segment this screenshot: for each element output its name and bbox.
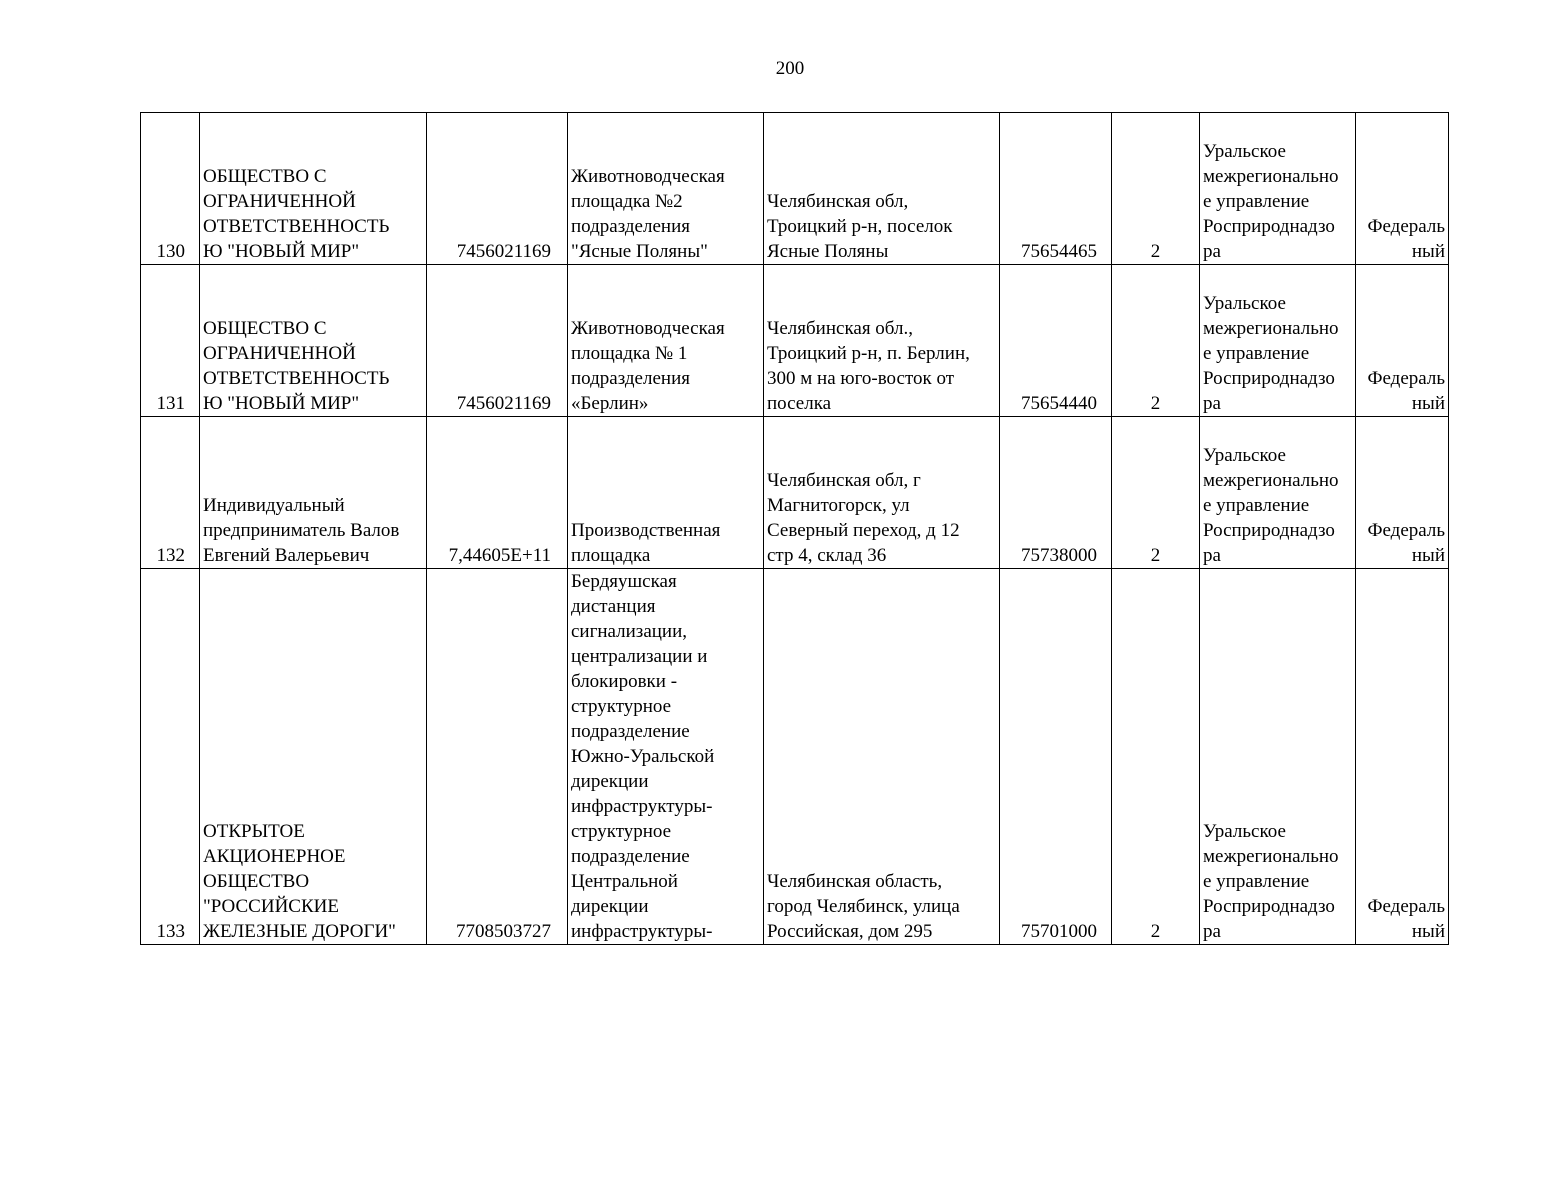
cell-text-line: ОБЩЕСТВО	[203, 871, 310, 892]
cell-text-line: площадка	[571, 545, 651, 566]
cell-text-line: Росприроднадзо	[1203, 368, 1335, 389]
address-cell	[764, 265, 1000, 417]
row-number-cell: 131	[141, 265, 200, 417]
cell-text-line: стр 4, склад 36	[767, 545, 887, 566]
cell-text-line: Челябинская обл,	[767, 191, 909, 212]
cell-text-line: Ясные Поляны	[767, 241, 889, 262]
cell-text-line: Индивидуальный	[203, 495, 345, 516]
cell-text-line: Производственная	[571, 520, 721, 541]
category-cell: 2	[1112, 417, 1200, 569]
organization-cell	[200, 265, 427, 417]
registry-table	[140, 112, 1449, 945]
cell-text-line: ОБЩЕСТВО С	[203, 318, 327, 339]
cell-text-line: подразделение	[571, 846, 690, 867]
cell-text-line: Челябинская область,	[767, 871, 943, 892]
cell-text-line: централизации и	[571, 646, 708, 667]
organization-cell	[200, 569, 427, 945]
inn-cell: 7456021169	[427, 113, 568, 265]
cell-text-line: ОТКРЫТОЕ	[203, 821, 305, 842]
cell-text-line: Уральское	[1203, 293, 1286, 314]
cell-text-line: структурное	[571, 696, 672, 717]
cell-text-line: Троицкий р-н, п. Берлин,	[767, 343, 970, 364]
table-row	[141, 417, 1449, 569]
cell-text-line: структурное	[571, 821, 672, 842]
cell-text-line: ОГРАНИЧЕННОЙ	[203, 343, 356, 364]
cell-text-line: Федераль	[1367, 520, 1445, 541]
cell-text-line: Росприроднадзо	[1203, 216, 1335, 237]
address-cell	[764, 417, 1000, 569]
cell-text-line: ОБЩЕСТВО С	[203, 166, 327, 187]
authority-cell	[1200, 417, 1356, 569]
cell-text-line: Федераль	[1367, 896, 1445, 917]
cell-text-line: ный	[1411, 241, 1445, 262]
cell-text-line: Бердяушская	[571, 571, 677, 592]
cell-text-line: подразделения	[571, 216, 690, 237]
cell-text-line: Челябинская обл.,	[767, 318, 913, 339]
row-number-cell: 133	[141, 569, 200, 945]
table-row	[141, 569, 1449, 945]
cell-text-line: Евгений Валерьевич	[203, 545, 370, 566]
cell-text-line: «Берлин»	[571, 393, 649, 414]
cell-text-line: подразделение	[571, 721, 690, 742]
cell-text-line: е управление	[1203, 871, 1310, 892]
category-cell: 2	[1112, 113, 1200, 265]
cell-text-line: Животноводческая	[571, 318, 725, 339]
cell-text-line: дистанция	[571, 596, 656, 617]
cell-text-line: дирекции	[571, 896, 649, 917]
table-row	[141, 265, 1449, 417]
cell-text-line: Уральское	[1203, 141, 1286, 162]
cell-text-line: ный	[1411, 921, 1445, 942]
cell-text-line: межрегионально	[1203, 846, 1339, 867]
cell-text-line: инфраструктуры-	[571, 921, 713, 942]
oktmo-cell: 75701000	[1000, 569, 1112, 945]
cell-text-line: дирекции	[571, 771, 649, 792]
level-cell	[1356, 265, 1449, 417]
address-cell	[764, 113, 1000, 265]
cell-text-line: Ю "НОВЫЙ МИР"	[203, 241, 360, 262]
cell-text-line: Российская, дом 295	[767, 921, 933, 942]
cell-text-line: Уральское	[1203, 821, 1286, 842]
cell-text-line: площадка № 1	[571, 343, 688, 364]
cell-text-line: АКЦИОНЕРНОЕ	[203, 846, 346, 867]
row-number-cell: 130	[141, 113, 200, 265]
inn-cell: 7708503727	[427, 569, 568, 945]
organization-cell	[200, 417, 427, 569]
authority-cell	[1200, 569, 1356, 945]
object-cell	[568, 417, 764, 569]
authority-cell	[1200, 113, 1356, 265]
cell-text-line: ный	[1411, 545, 1445, 566]
cell-text-line: Центральной	[571, 871, 678, 892]
cell-text-line: блокировки -	[571, 671, 678, 692]
category-cell: 2	[1112, 569, 1200, 945]
organization-cell	[200, 113, 427, 265]
cell-text-line: Федераль	[1367, 216, 1445, 237]
cell-text-line: Челябинская обл, г	[767, 470, 921, 491]
cell-text-line: Уральское	[1203, 445, 1286, 466]
cell-text-line: е управление	[1203, 191, 1310, 212]
cell-text-line: ОТВЕТСТВЕННОСТЬ	[203, 216, 390, 237]
page-number: 200	[775, 58, 805, 79]
registry-body	[141, 113, 1449, 945]
cell-text-line: е управление	[1203, 495, 1310, 516]
cell-text-line: межрегионально	[1203, 470, 1339, 491]
oktmo-cell: 75654440	[1000, 265, 1112, 417]
cell-text-line: подразделения	[571, 368, 690, 389]
cell-text-line: е управление	[1203, 343, 1310, 364]
level-cell	[1356, 569, 1449, 945]
oktmo-cell: 75654465	[1000, 113, 1112, 265]
level-cell	[1356, 417, 1449, 569]
cell-text-line: Магнитогорск, ул	[767, 495, 910, 516]
cell-text-line: "РОССИЙСКИЕ	[203, 896, 339, 917]
oktmo-cell: 75738000	[1000, 417, 1112, 569]
cell-text-line: ра	[1203, 241, 1221, 262]
cell-text-line: межрегионально	[1203, 166, 1339, 187]
object-cell	[568, 113, 764, 265]
cell-text-line: Северный переход, д 12	[767, 520, 960, 541]
object-cell	[568, 569, 764, 945]
object-cell	[568, 265, 764, 417]
row-number-cell: 132	[141, 417, 200, 569]
cell-text-line: Животноводческая	[571, 166, 725, 187]
category-cell: 2	[1112, 265, 1200, 417]
cell-text-line: Росприроднадзо	[1203, 896, 1335, 917]
cell-text-line: предприниматель Валов	[203, 520, 400, 541]
cell-text-line: ный	[1411, 393, 1445, 414]
cell-text-line: Росприроднадзо	[1203, 520, 1335, 541]
authority-cell	[1200, 265, 1356, 417]
cell-text-line: Южно-Уральской	[571, 746, 715, 767]
cell-text-line: 300 м на юго-восток от	[767, 368, 955, 389]
inn-cell: 7,44605E+11	[427, 417, 568, 569]
cell-text-line: ра	[1203, 545, 1221, 566]
table-row	[141, 113, 1449, 265]
cell-text-line: "Ясные Поляны"	[571, 241, 708, 262]
level-cell	[1356, 113, 1449, 265]
cell-text-line: Федераль	[1367, 368, 1445, 389]
cell-text-line: ра	[1203, 393, 1221, 414]
cell-text-line: Троицкий р-н, поселок	[767, 216, 953, 237]
cell-text-line: ра	[1203, 921, 1221, 942]
cell-text-line: ОТВЕТСТВЕННОСТЬ	[203, 368, 390, 389]
cell-text-line: поселка	[767, 393, 832, 414]
cell-text-line: ОГРАНИЧЕННОЙ	[203, 191, 356, 212]
cell-text-line: инфраструктуры-	[571, 796, 713, 817]
cell-text-line: сигнализации,	[571, 621, 688, 642]
cell-text-line: межрегионально	[1203, 318, 1339, 339]
inn-cell: 7456021169	[427, 265, 568, 417]
cell-text-line: ЖЕЛЕЗНЫЕ ДОРОГИ"	[203, 921, 396, 942]
cell-text-line: Ю "НОВЫЙ МИР"	[203, 393, 360, 414]
address-cell	[764, 569, 1000, 945]
cell-text-line: площадка №2	[571, 191, 683, 212]
cell-text-line: город Челябинск, улица	[767, 896, 960, 917]
